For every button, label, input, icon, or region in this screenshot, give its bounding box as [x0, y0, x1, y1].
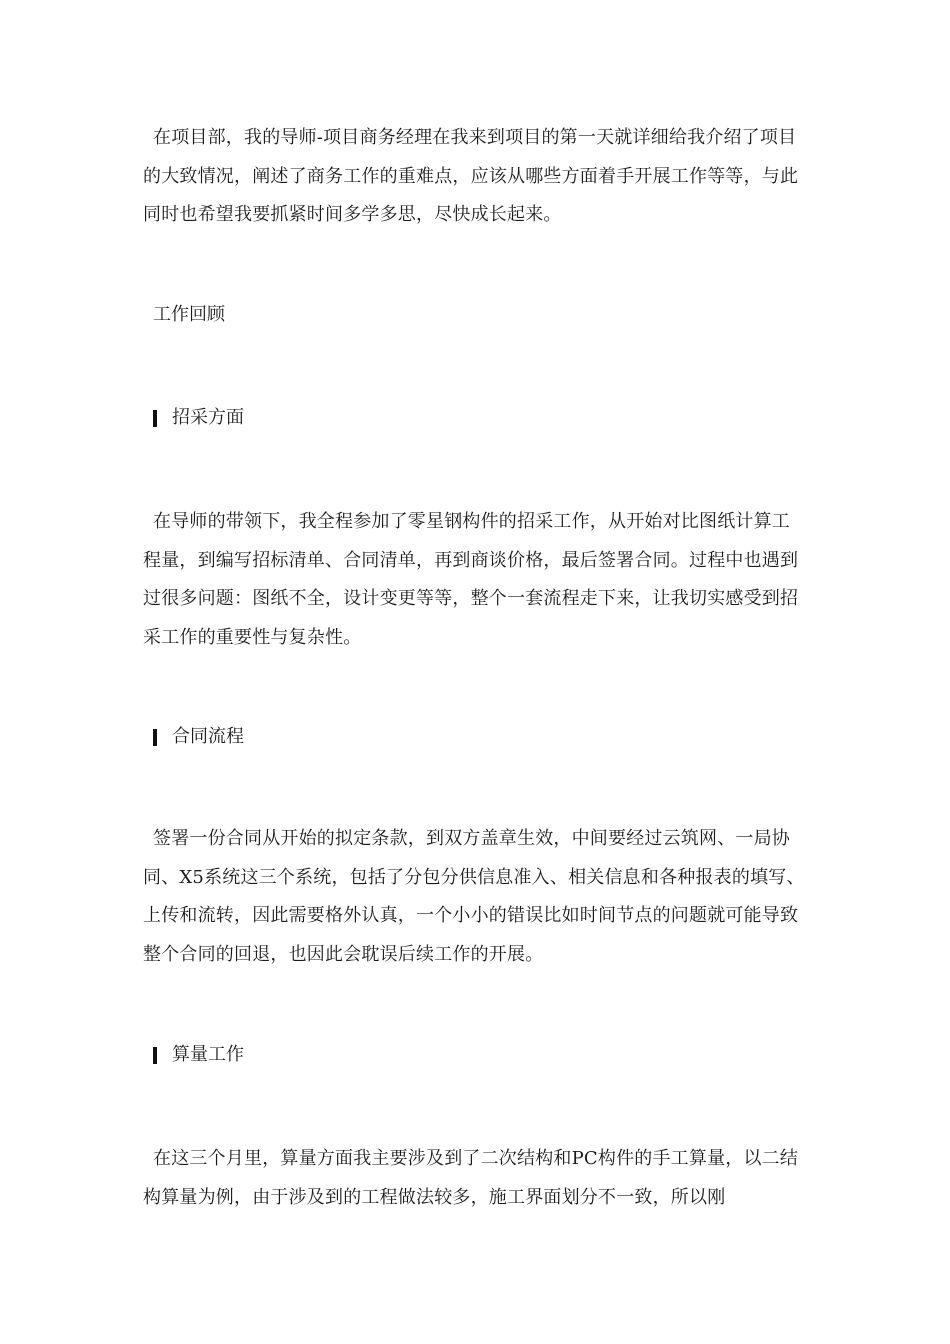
quantity-heading-label: 算量工作	[172, 1044, 244, 1065]
section-marker-bar	[153, 410, 157, 427]
contract-paragraph: 签署一份合同从开始的拟定条款，到双方盖章生效，中间要经过云筑网、一局协同、X5系统这三个系统，包括了分包分供信息准入、相关信息和各种报表的填写、上传和流转，因此需要格外认真，一个小小的错误比如时间节点的问题就可能导致整个合同的回退，也因此会耽误后续工作的开展。	[143, 828, 805, 965]
section-marker-bar	[153, 1047, 157, 1064]
procurement-heading	[153, 406, 244, 430]
work-review-heading: 工作回顾	[153, 304, 225, 325]
quantity-paragraph: 在这三个月里，算量方面我主要涉及到了二次结构和PC构件的手工算量，以二结构算量为例，由于涉及到的工程做法较多，施工界面划分不一致，所以刚	[143, 1148, 799, 1208]
quantity-heading	[153, 1043, 244, 1067]
contract-heading-label: 合同流程	[172, 726, 244, 747]
contract-heading	[153, 725, 244, 749]
section-marker-bar	[153, 729, 157, 746]
procurement-heading-label: 招采方面	[172, 407, 244, 428]
procurement-paragraph: 在导师的带领下，我全程参加了零星钢构件的招采工作，从开始对比图纸计算工程量，到编写招标清单、合同清单，再到商谈价格，最后签署合同。过程中也遇到过很多问题：图纸不全，设计变更等等，整个一套流程走下来，让我切实感受到招采工作的重要性与复杂性。	[143, 511, 799, 648]
intro-paragraph: 在项目部，我的导师-项目商务经理在我来到项目的第一天就详细给我介绍了项目的大致情况，阐述了商务工作的重难点，应该从哪些方面着手开展工作等等，与此同时也希望我要抓紧时间多学多思，尽快成长起来。	[143, 127, 799, 225]
